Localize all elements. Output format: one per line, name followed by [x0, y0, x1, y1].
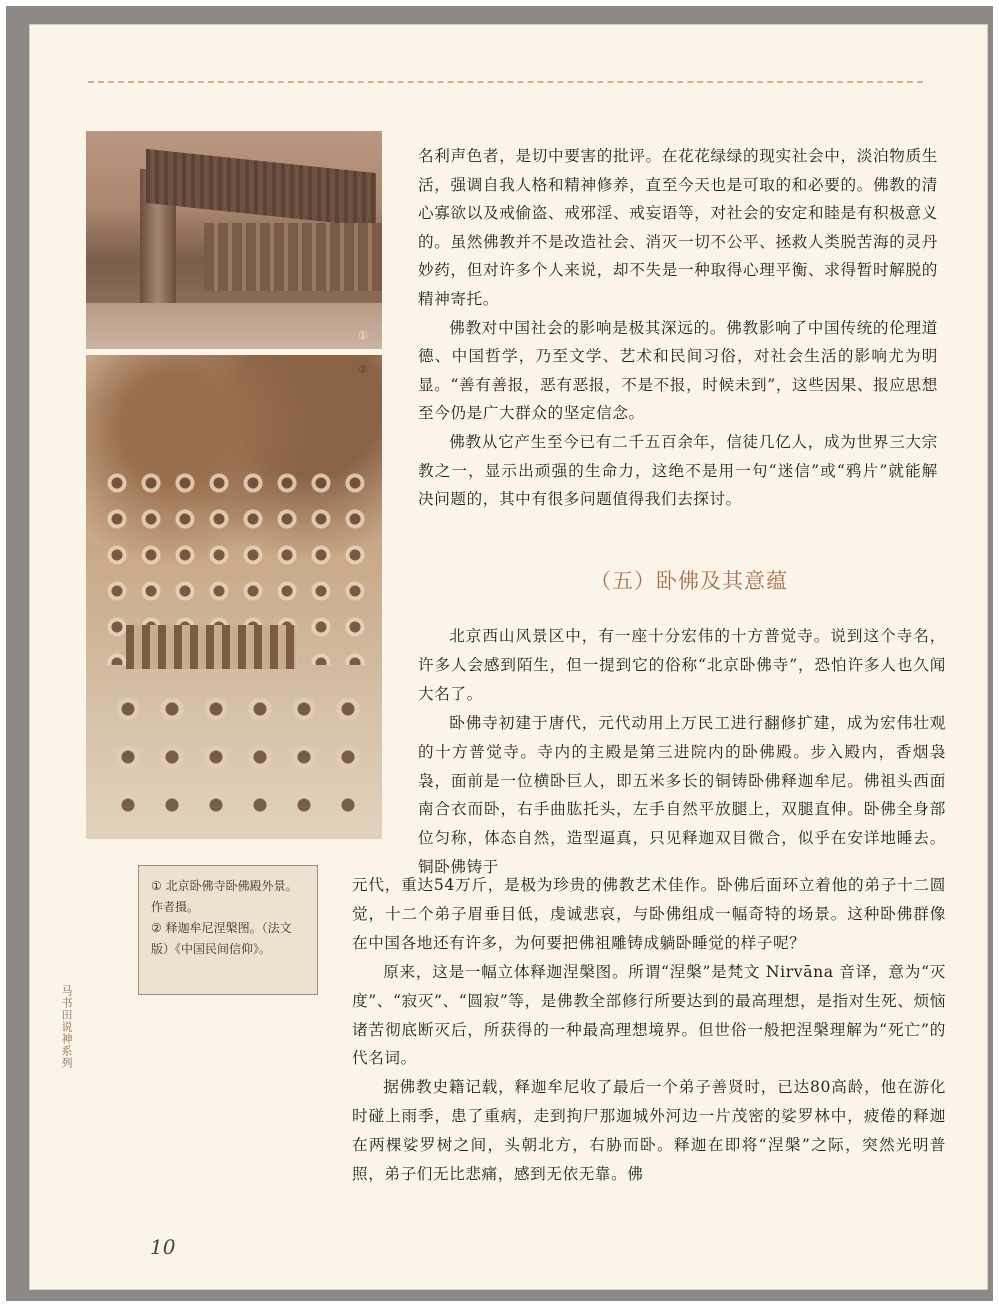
- paragraph-7: 据佛教史籍记载，释迦牟尼收了最后一个弟子善贤时，已达80高龄，他在游化时碰上雨季，患了重病，走到拘尸那迦城外河边一片茂密的娑罗林中，疲倦的释迦在两棵娑罗树之间，头朝北方，右胁而卧。释迦在即将“涅槃”之际，突然光明普照，弟子们无比悲痛，感到无依无靠。佛: [352, 1078, 946, 1184]
- painting-foreground-figures: [106, 685, 366, 825]
- section-heading: （五）卧佛及其意蕴: [590, 569, 788, 593]
- page-frame: [6, 6, 993, 1301]
- photo1-roof: [146, 149, 376, 227]
- series-title-vertical: 马书田说神系列: [60, 985, 73, 1069]
- paragraph-4: 北京西山风景区中，有一座十分宏伟的十方普觉寺。说到这个寺名，许多人会感到陌生，但一提到它的俗称“北京卧佛寺”，恐怕许多人也久闻大名了。: [418, 627, 946, 703]
- paragraph-2: 佛教对中国社会的影响是极其深远的。佛教影响了中国传统的伦理道德、中国哲学，乃至文学、艺术和民间习俗，对社会生活的影响尤为明显。“善有善报，恶有恶报，不是不报，时候未到”，这些因果、报应思想至今仍是广大群众的坚定信念。: [418, 318, 938, 423]
- photo1-ground: [86, 303, 382, 349]
- photo2-marker: ②: [358, 363, 368, 376]
- painting-bier: [126, 625, 296, 669]
- paragraph-1: 名利声色者，是切中要害的批评。在花花绿绿的现实社会中，淡泊物质生活，强调自我人格和精神修养，直至今天也是可取的和必要的。佛教的清心寡欲以及戒偷盗、戒邪淫、戒妄语等，对社会的安定和睦是有积极意义的。虽然佛教并不是改造社会、消灭一切不公平、拯救人类脱苦海的灵丹妙药，但对许多个人来说，却不失是一种取得心理平衡、求得暂时解脱的精神寄托。: [418, 147, 938, 308]
- header-dashed-rule: [88, 81, 923, 83]
- text-block-bottom: [352, 871, 946, 1189]
- paragraph-6: 原来，这是一幅立体释迦涅槃图。所谓“涅槃”是梵文 Nirvāna 音译，意为“灭度”、“寂灭”、“圆寂”等，是佛教全部修行所要达到的最高理想，是指对生死、烦恼诸苦彻底断灭后，所获得的一种最高理想境界。但世俗一般把涅槃理解为“死亡”的代名词。: [352, 962, 946, 1068]
- photo1-marker: ①: [358, 329, 368, 342]
- paragraph-5a: 卧佛寺初建于唐代，元代动用上万民工进行翻修扩建，成为宏伟壮观的十方普觉寺。寺内的主殿是第三进院内的卧佛殿。步入殿内，香烟袅袅，面前是一位横卧巨人，即五米多长的铜铸卧佛释迦牟尼。佛祖头西面南合衣而卧，右手曲肱托头，左手自然平放腿上，双腿直伸。卧佛全身部位匀称，体态自然，造型逼真，只见释迦双目微合，似乎在安详地睡去。铜卧佛铸于: [418, 713, 946, 877]
- caption-line-1: ① 北京卧佛寺卧佛殿外景。作者摄。: [151, 879, 298, 914]
- text-block-middle: [418, 622, 946, 882]
- paragraph-5b: 元代，重达54万斤，是极为珍贵的佛教艺术佳作。卧佛后面环立着他的弟子十二圆觉，十二个弟子眉垂目低，虔诚悲哀，与卧佛组成一幅奇特的场景。这种卧佛群像在中国各地还有许多，为何要把佛祖雕铸成躺卧睡觉的样子呢？: [352, 876, 946, 952]
- painting-buddha-nirvana: [86, 355, 382, 839]
- image-caption-box: [138, 865, 318, 995]
- photo1-hall: [204, 223, 382, 291]
- paragraph-3: 佛教从它产生至今已有二千五百余年，信徒几亿人，成为世界三大宗教之一，显示出顽强的生命力，这绝不是用一句“迷信”或“鸦片”就能解决问题的，其中有很多问题值得我们去探讨。: [418, 432, 938, 509]
- book-page: [29, 24, 988, 1290]
- caption-line-2: ② 释迦牟尼涅槃图。（法文版）《中国民间信仰》。: [151, 921, 292, 956]
- text-block-top: [418, 142, 938, 514]
- photo-reclining-buddha-hall-exterior: [86, 131, 382, 349]
- page-number: 10: [150, 1235, 176, 1259]
